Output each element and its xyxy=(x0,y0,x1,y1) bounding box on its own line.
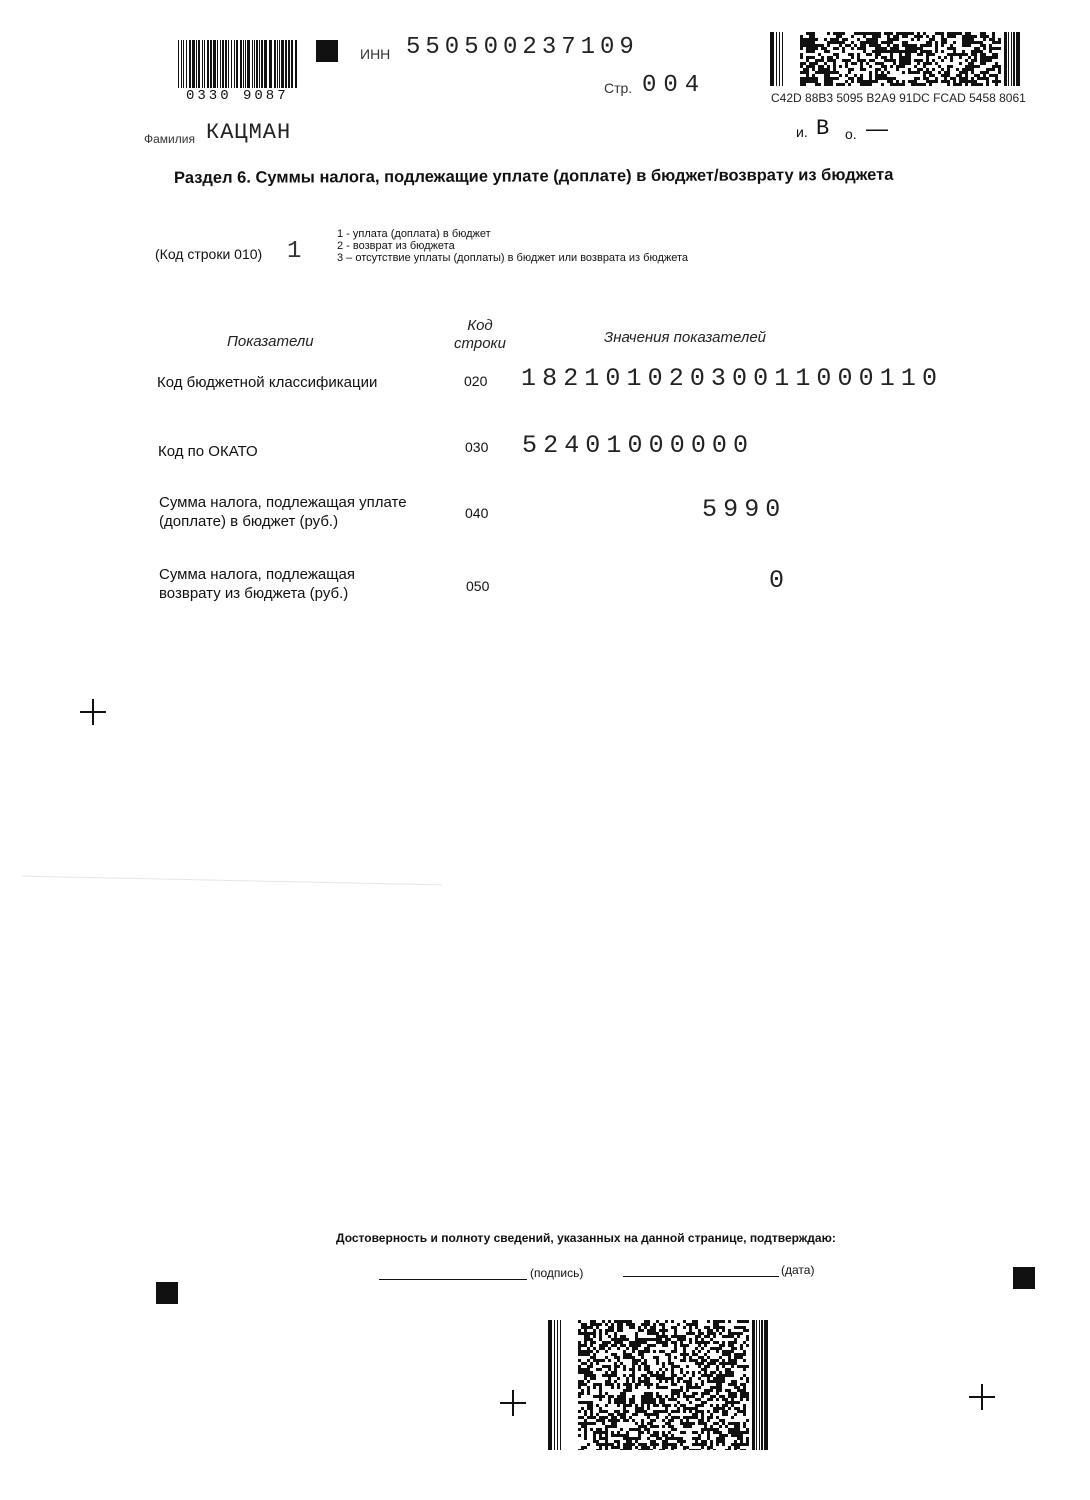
signature-label: (подпись) xyxy=(530,1266,584,1280)
top-left-barcode xyxy=(178,40,298,88)
initial-o-label: о. xyxy=(845,126,857,142)
confirm-text: Достоверность и полноту сведений, указанных на данной странице, подтверждаю: xyxy=(336,1231,836,1245)
option-2: 2 - возврат из бюджета xyxy=(337,240,455,252)
row-050-code: 050 xyxy=(466,578,490,594)
col-code-header-line2: строки xyxy=(454,335,506,352)
marker-square-bottom-left xyxy=(156,1282,178,1304)
surname-value: КАЦМАН xyxy=(206,120,292,145)
initial-o-value: — xyxy=(866,116,888,141)
row-040-label-line1: Сумма налога, подлежащая уплате xyxy=(159,494,407,511)
page-label: Стр. xyxy=(604,80,633,96)
row-030-value: 52401000000 xyxy=(522,431,755,460)
inn-value: 550500237109 xyxy=(406,34,639,61)
row-020-label: Код бюджетной классификации xyxy=(157,374,378,391)
date-label: (дата) xyxy=(781,1263,815,1277)
row-050-label-line1: Сумма налога, подлежащая xyxy=(159,566,356,583)
option-3: 3 – отсутствие уплаты (доплаты) в бюджет или возврата из бюджета xyxy=(337,252,689,264)
row-040-label xyxy=(159,493,407,531)
initial-i-label: и. xyxy=(796,124,808,140)
row-050-label-line2: возврату из бюджета (руб.) xyxy=(159,585,349,602)
registration-mark-bottom-center xyxy=(500,1390,526,1416)
pdf417-top-barcode xyxy=(770,32,1034,86)
date-line[interactable] xyxy=(623,1276,779,1277)
col-code-header xyxy=(452,317,508,353)
registration-mark-left xyxy=(80,699,106,725)
surname-label: Фамилия xyxy=(144,132,195,146)
row-020-value: 18210102030011000110 xyxy=(521,364,944,393)
row-020-code: 020 xyxy=(464,373,488,389)
registration-mark-bottom-right xyxy=(969,1384,995,1410)
row-030-label: Код по ОКАТО xyxy=(158,443,258,460)
code010-options xyxy=(337,228,688,264)
hash-code: C42D 88B3 5095 B2A9 91DC FCAD 5458 8061 xyxy=(771,91,1026,105)
marker-square-top xyxy=(316,40,338,62)
marker-square-bottom-right xyxy=(1013,1267,1035,1289)
col-indicators-header: Показатели xyxy=(227,333,314,350)
section-title: Раздел 6. Суммы налога, подлежащие уплате (доплате) в бюджет/возврату из бюджета xyxy=(174,165,894,187)
scan-artifact-line xyxy=(22,876,442,886)
option-1: 1 - уплата (доплата) в бюджет xyxy=(337,228,491,240)
pdf417-bottom-barcode xyxy=(548,1320,782,1450)
col-code-header-line1: Код xyxy=(467,317,493,334)
code010-label: (Код строки 010) xyxy=(155,246,263,262)
row-050-label xyxy=(159,565,355,603)
page-value: 004 xyxy=(642,72,707,99)
code010-value: 1 xyxy=(287,238,302,265)
signature-line[interactable] xyxy=(379,1279,527,1280)
initial-i-value: В xyxy=(816,116,830,141)
row-030-code: 030 xyxy=(465,439,489,455)
barcode-number: 0330 9087 xyxy=(186,88,289,104)
row-040-code: 040 xyxy=(465,505,489,521)
col-values-header: Значения показателей xyxy=(604,329,767,346)
row-040-value: 5990 xyxy=(702,495,787,524)
row-050-value: 0 xyxy=(769,566,792,595)
row-040-label-line2: (доплате) в бюджет (руб.) xyxy=(159,513,339,530)
inn-label: ИНН xyxy=(360,46,391,62)
